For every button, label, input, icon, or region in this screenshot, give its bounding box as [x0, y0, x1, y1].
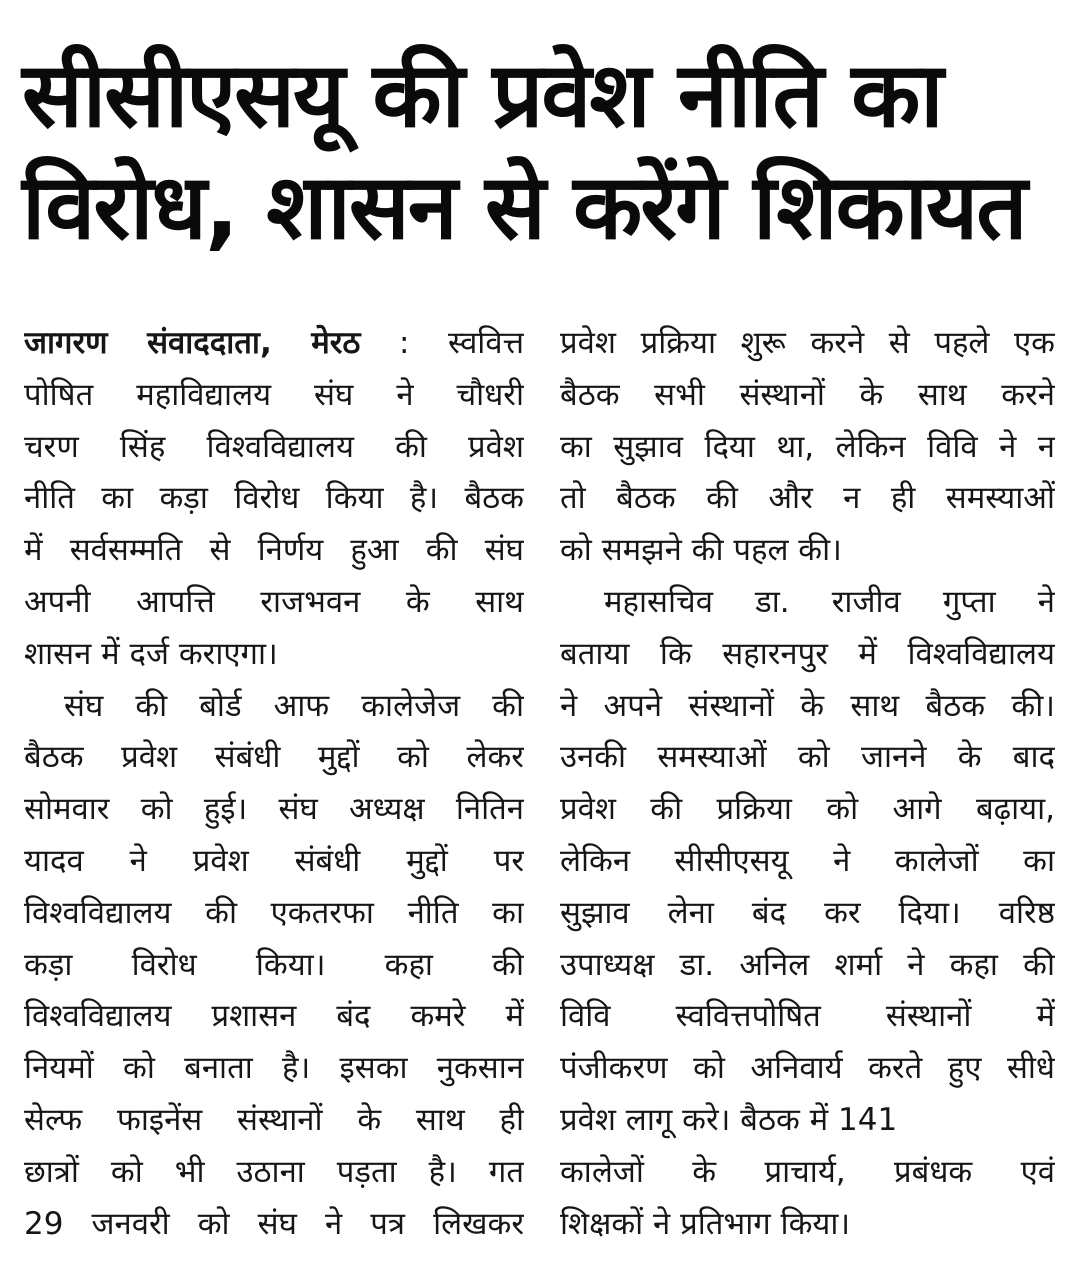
article-line: नीति का कड़ा विरोध किया है। बैठक — [24, 480, 524, 517]
headline-line-2: विरोध, शासन से करेंगे शिकायत — [22, 155, 1026, 260]
headline — [22, 40, 1062, 264]
article-line: संघ की बोर्ड आफ कालेजेज की — [64, 687, 524, 724]
right-column — [560, 318, 1055, 1250]
article-line: चरण सिंह विश्वविद्यालय की प्रवेश — [24, 428, 524, 465]
headline-line-1: सीसीएसयू की प्रवेश नीति का — [22, 43, 942, 148]
article-line: सेल्फ फाइनेंस संस्थानों के साथ ही — [24, 1101, 524, 1138]
article-line: विवि स्ववित्तपोषित संस्थानों में — [560, 998, 1055, 1035]
dateline: जागरण संवाददाता, मेरठ — [24, 325, 361, 361]
article-line: शिक्षकों ने प्रतिभाग किया। — [560, 1205, 851, 1242]
article-line: विश्वविद्यालय प्रशासन बंद कमरे में — [24, 998, 524, 1035]
article-line: सोमवार को हुई। संघ अध्यक्ष नितिन — [24, 791, 524, 828]
article-line: बैठक प्रवेश संबंधी मुद्दों को लेकर — [24, 739, 524, 776]
article-line: नियमों को बनाता है। इसका नुकसान — [24, 1050, 524, 1087]
article-line-text: : स्ववित्त — [360, 325, 524, 361]
article-line — [24, 318, 524, 370]
article-line: ने अपने संस्थानों के साथ बैठक की। — [560, 687, 1055, 724]
article-line: पोषित महाविद्यालय संघ ने चौधरी — [24, 376, 524, 413]
article-line: शासन में दर्ज कराएगा। — [24, 635, 278, 672]
article-line: में सर्वसम्मति से निर्णय हुआ की संघ — [24, 532, 524, 569]
article-line: विश्वविद्यालय की एकतरफा नीति का — [24, 894, 524, 931]
article-line: प्रवेश प्रक्रिया शुरू करने से पहले एक — [560, 325, 1055, 361]
article-line: का सुझाव दिया था, लेकिन विवि ने न — [560, 428, 1055, 465]
article-line: उनकी समस्याओं को जानने के बाद — [560, 739, 1055, 776]
article-line: को समझने की पहल की। — [560, 532, 842, 569]
article-line: यादव ने प्रवेश संबंधी मुद्दों पर — [24, 842, 524, 879]
article-line: तो बैठक की और न ही समस्याओं — [560, 480, 1055, 517]
article-line: सुझाव लेना बंद कर दिया। वरिष्ठ — [560, 894, 1055, 931]
article-line: प्रवेश की प्रक्रिया को आगे बढ़ाया, — [560, 791, 1055, 828]
article-line: कालेजों के प्राचार्य, प्रबंधक एवं — [560, 1153, 1055, 1190]
article-line: कड़ा विरोध किया। कहा की — [24, 946, 524, 983]
article-line: प्रवेश लागू करे। बैठक में 141 — [560, 1101, 898, 1138]
article-line: अपनी आपत्ति राजभवन के साथ — [24, 583, 524, 620]
left-column — [24, 318, 524, 1250]
article-line: बताया कि सहारनपुर में विश्वविद्यालय — [560, 635, 1055, 672]
article-line: छात्रों को भी उठाना पड़ता है। गत — [24, 1153, 524, 1190]
article-line: महासचिव डा. राजीव गुप्ता ने — [604, 583, 1055, 620]
article-line: उपाध्यक्ष डा. अनिल शर्मा ने कहा की — [560, 946, 1055, 983]
article-line: पंजीकरण को अनिवार्य करते हुए सीधे — [560, 1050, 1055, 1087]
article-line: लेकिन सीसीएसयू ने कालेजों का — [560, 842, 1055, 879]
article-line: बैठक सभी संस्थानों के साथ करने — [560, 376, 1055, 413]
article-line: 29 जनवरी को संघ ने पत्र लिखकर — [24, 1205, 524, 1242]
